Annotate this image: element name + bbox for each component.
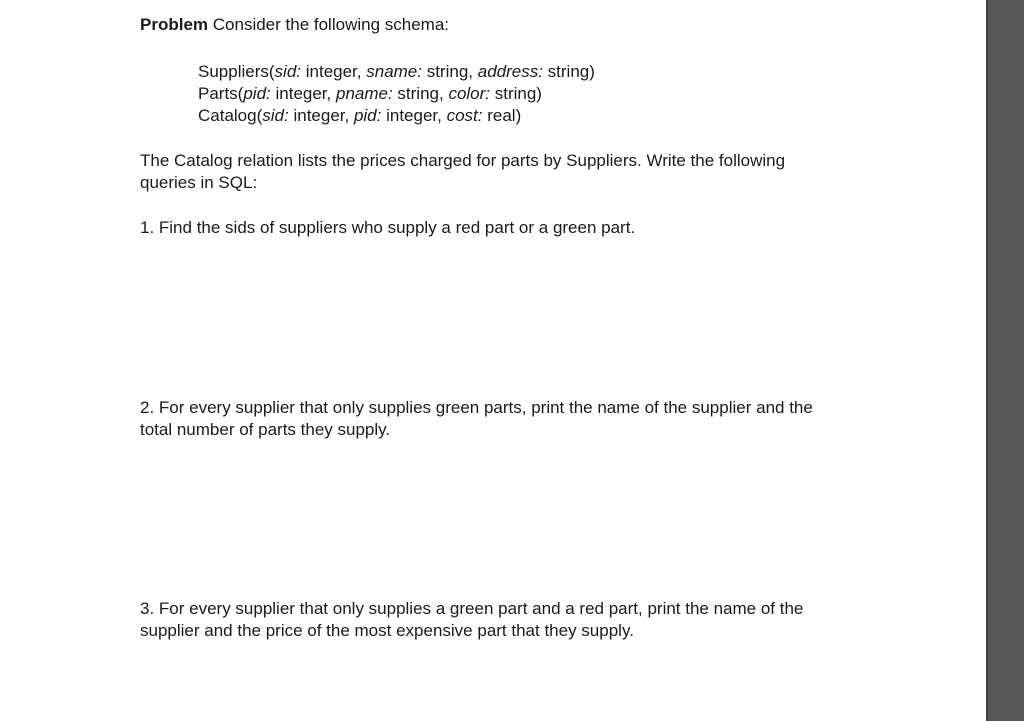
schema-list [198, 61, 595, 127]
attribute-name: sname: [366, 62, 422, 81]
attribute-name: sid: [262, 106, 289, 125]
question-1: 1. Find the sids of suppliers who supply a red part or a green part. [140, 218, 636, 237]
attribute-type: real) [482, 106, 522, 125]
schema-catalog [198, 105, 595, 127]
attribute-name: address: [477, 62, 543, 81]
problem-statement [140, 14, 449, 36]
question-2: 2. For every supplier that only supplies green parts, print the name of the supplier and the total number of parts they supply. [140, 398, 813, 439]
question-3: 3. For every supplier that only supplies a green part and a red part, print the name of the supplier and the price of the most expensive part that they supply. [140, 599, 804, 640]
attribute-name: pid: [243, 84, 271, 103]
attribute-type: integer, [381, 106, 447, 125]
attribute-type: string) [542, 62, 595, 81]
attribute-name: cost: [446, 106, 483, 125]
intro-paragraph: The Catalog relation lists the prices charged for parts by Suppliers. Write the following queries in SQL: [140, 151, 786, 192]
problem-text: Consider the following schema: [212, 15, 449, 34]
schema-parts [198, 83, 595, 105]
viewer-side-panel[interactable] [986, 0, 1024, 721]
attribute-name: color: [448, 84, 491, 103]
attribute-type: string, [421, 62, 478, 81]
attribute-type: integer, [288, 106, 354, 125]
problem-label: Problem [140, 15, 209, 34]
relation-name: Suppliers( [198, 62, 275, 81]
panel-edge [986, 0, 988, 721]
attribute-type: string) [490, 84, 542, 103]
attribute-name: sid: [274, 62, 302, 81]
relation-name: Catalog( [198, 106, 263, 125]
attribute-type: integer, [301, 62, 367, 81]
attribute-name: pname: [335, 84, 393, 103]
attribute-type: string, [392, 84, 449, 103]
relation-name: Parts( [198, 84, 244, 103]
attribute-type: integer, [270, 84, 336, 103]
attribute-name: pid: [353, 106, 382, 125]
schema-suppliers [198, 61, 595, 83]
